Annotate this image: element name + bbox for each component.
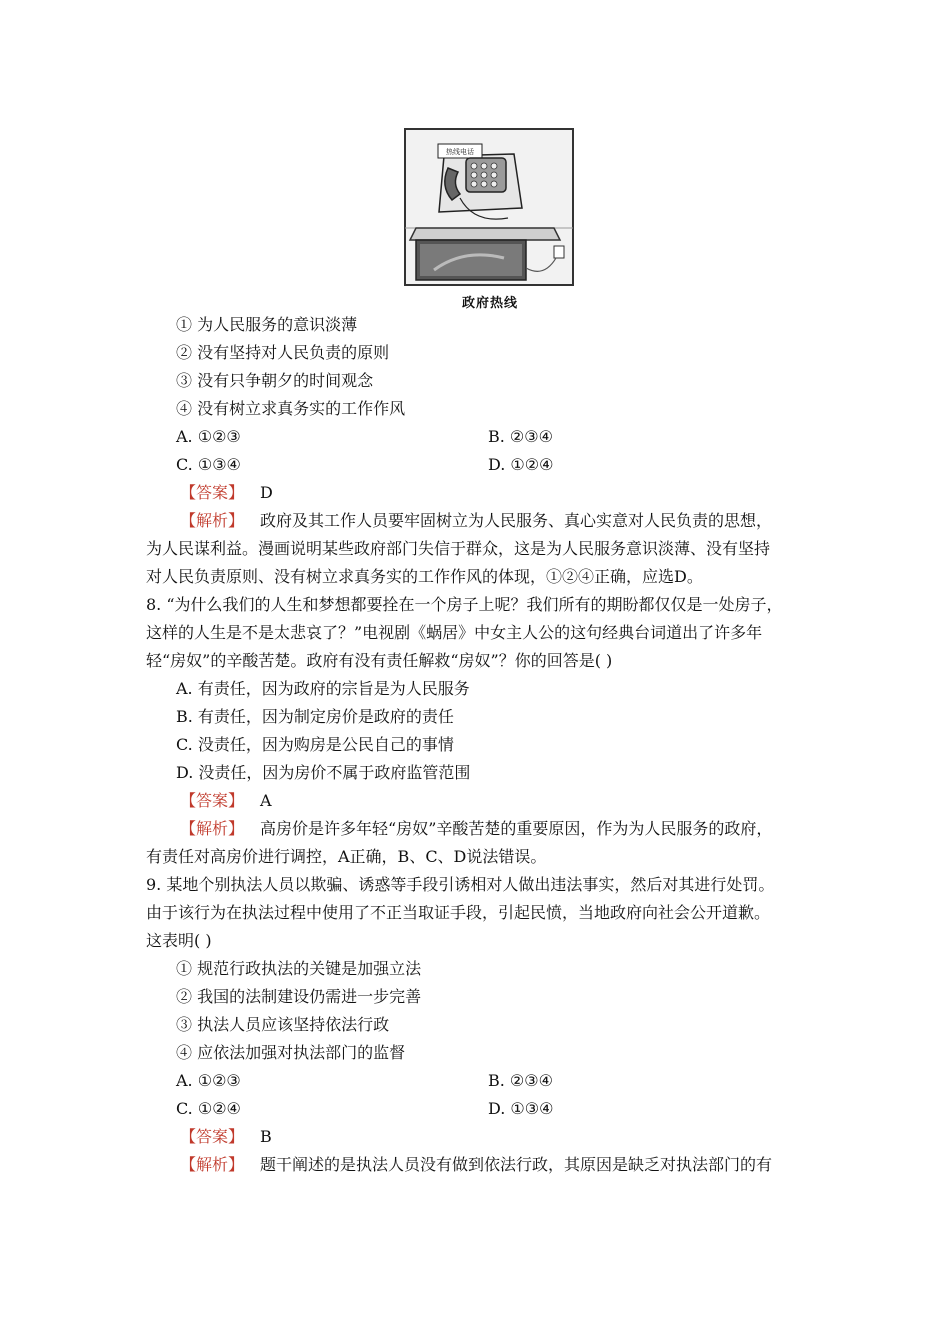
answer-value: B — [260, 1127, 272, 1146]
q9-statement-1: ① 规范行政执法的关键是加强立法 — [176, 959, 422, 978]
analysis-tag: 【解析】 — [180, 819, 245, 838]
q9-stem-3: 这表明( ) — [146, 931, 212, 950]
q7-statement-3: ③ 没有只争朝夕的时间观念 — [176, 371, 374, 390]
q9-answer — [180, 1127, 272, 1147]
q9-stem-2: 由于该行为在执法过程中使用了不正当取证手段，引起民愤，当地政府向社会公开道歉。 — [146, 903, 771, 922]
q7-statement-1: ① 为人民服务的意识淡薄 — [176, 315, 358, 334]
q8-option-b: B. 有责任，因为制定房价是政府的责任 — [176, 707, 454, 726]
q7-statement-2: ② 没有坚持对人民负责的原则 — [176, 343, 390, 362]
q7-analysis-3: 对人民负责原则、没有树立求真务实的工作作风的体现，①②④正确，应选D。 — [146, 567, 703, 586]
q8-answer — [180, 791, 272, 811]
q7-analysis-2: 为人民谋利益。漫画说明某些政府部门失信于群众，这是为人民服务意识淡薄、没有坚持 — [146, 539, 771, 558]
q8-option-a: A. 有责任，因为政府的宗旨是为人民服务 — [176, 679, 470, 698]
q7-analysis-1 — [180, 511, 772, 531]
q9-option-b: B. ②③④ — [488, 1071, 553, 1090]
q8-option-c: C. 没责任，因为购房是公民自己的事情 — [176, 735, 454, 754]
figure-caption: 政府热线 — [461, 296, 518, 311]
hotline-cartoon — [404, 128, 574, 286]
answer-tag: 【答案】 — [180, 791, 245, 810]
q9-option-d: D. ①③④ — [488, 1099, 554, 1118]
q8-option-d: D. 没责任，因为房价不属于政府监管范围 — [176, 763, 471, 782]
q8-stem-2: 这样的人生是不是太悲哀了？”电视剧《蜗居》中女主人公的这句经典台词道出了许多年 — [146, 623, 763, 642]
q7-option-b: B. ②③④ — [488, 427, 553, 446]
q8-analysis-1 — [180, 819, 772, 839]
analysis-text: 高房价是许多年轻“房奴”辛酸苦楚的重要原因，作为为人民服务的政府， — [260, 819, 773, 838]
q9-option-c: C. ①②④ — [176, 1099, 241, 1118]
analysis-text: 政府及其工作人员要牢固树立为人民服务、真心实意对人民负责的思想， — [260, 511, 773, 530]
q9-option-a: A. ①②③ — [176, 1071, 241, 1090]
q7-answer — [180, 483, 273, 503]
answer-value: A — [260, 791, 272, 810]
q7-option-c: C. ①③④ — [176, 455, 241, 474]
q8-stem-3: 轻“房奴”的辛酸苦楚。政府有没有责任解救“房奴”？你的回答是( ) — [146, 651, 613, 670]
q8-analysis-2: 有责任对高房价进行调控，A正确，B、C、D说法错误。 — [146, 847, 547, 866]
q7-statement-4: ④ 没有树立求真务实的工作作风 — [176, 399, 406, 418]
analysis-text: 题干阐述的是执法人员没有做到依法行政，其原因是缺乏对执法部门的有 — [260, 1155, 773, 1174]
answer-tag: 【答案】 — [180, 1127, 245, 1146]
q9-statement-2: ② 我国的法制建设仍需进一步完善 — [176, 987, 422, 1006]
q7-option-a: A. ①②③ — [176, 427, 241, 446]
q9-stem-1: 9. 某地个别执法人员以欺骗、诱惑等手段引诱相对人做出违法事实，然后对其进行处罚。 — [146, 875, 775, 894]
q9-analysis-1 — [180, 1155, 772, 1175]
q8-stem-1: 8. “为什么我们的人生和梦想都要拴在一个房子上呢？我们所有的期盼都仅仅是一处房子， — [146, 595, 783, 614]
q7-option-d: D. ①②④ — [488, 455, 554, 474]
answer-value: D — [260, 483, 273, 502]
analysis-tag: 【解析】 — [180, 511, 245, 530]
phone-label: 热线电话 — [446, 148, 474, 156]
analysis-tag: 【解析】 — [180, 1155, 245, 1174]
answer-tag: 【答案】 — [180, 483, 245, 502]
q9-statement-3: ③ 执法人员应该坚持依法行政 — [176, 1015, 390, 1034]
q9-statement-4: ④ 应依法加强对执法部门的监督 — [176, 1043, 406, 1062]
